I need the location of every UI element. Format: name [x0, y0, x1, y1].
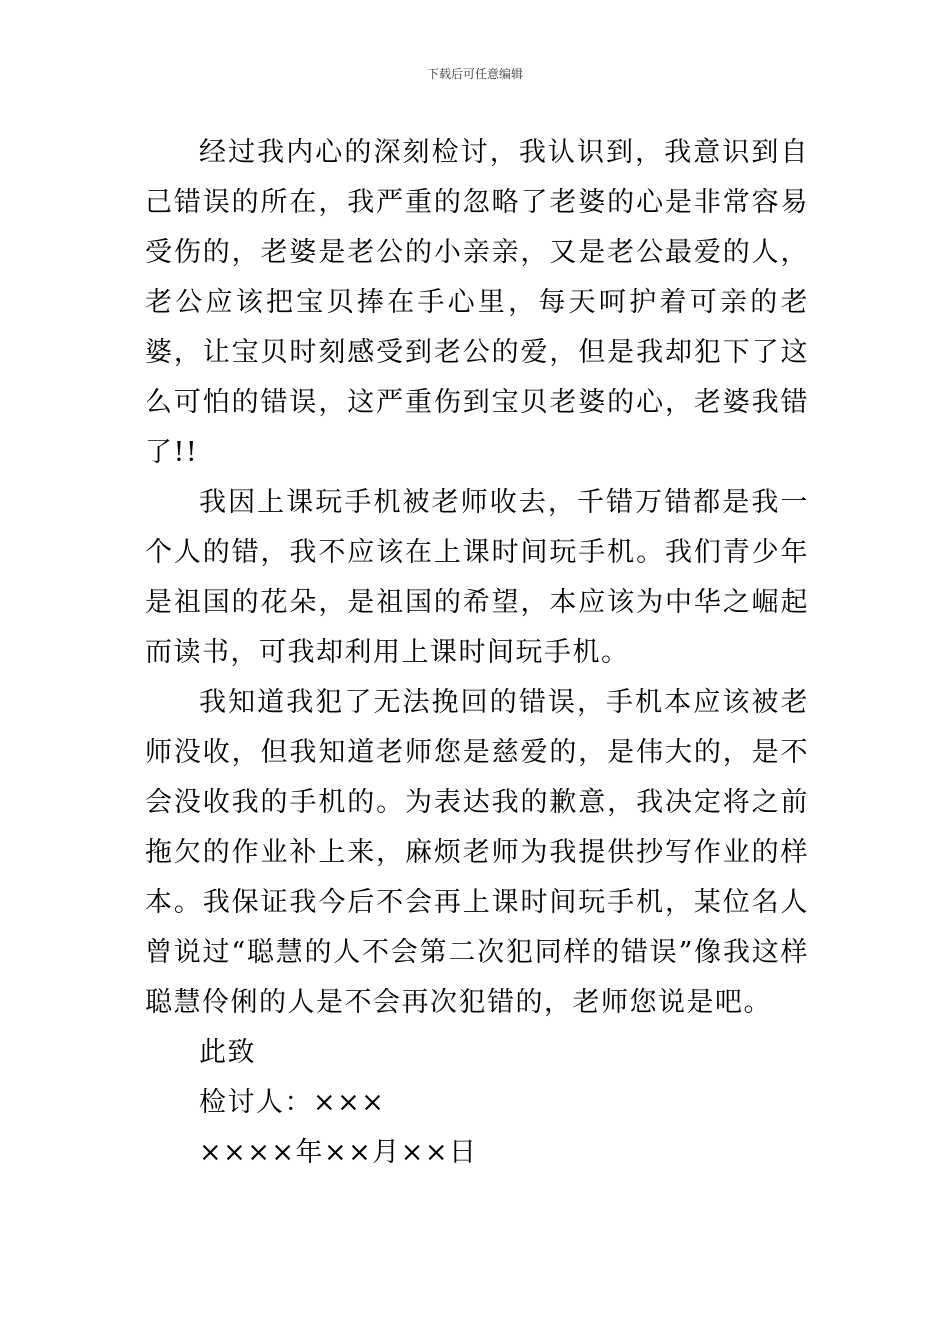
closing-date: ××××年××月××日: [199, 1137, 478, 1168]
paragraph-1: 经过我内心的深刻检讨，我认识到，我意识到自己错误的所在，我严重的忽略了老婆的心是非常容易受伤的，老婆是老公的小亲亲，又是老公最爱的人，老公应该把宝贝捧在手心里，每天呵护着可亲的老婆，让宝贝时刻感受到老公的爱，但是我却犯下了这么可怕的错误，这严重伤到宝贝老婆的心，老婆我错了!!: [145, 137, 809, 468]
document-body: [145, 128, 809, 1178]
paragraph-3: 我知道我犯了无法挽回的错误，手机本应该被老师没收，但我知道老师您是慈爱的，是伟大的，是不会没收我的手机的。为表达我的歉意，我决定将之前拖欠的作业补上来，麻烦老师为我提供抄写作业的样本。我保证我今后不会再上课时间玩手机，某位名人曾说过“聪慧的人不会第二次犯同样的错误”像我这样聪慧伶俐的人是不会再次犯错的，老师您说是吧。: [145, 687, 809, 1018]
closing-signature: 检讨人：×××: [199, 1087, 386, 1118]
page-header: 下载后可任意编辑: [426, 67, 523, 81]
closing-salutation: 此致: [199, 1037, 256, 1068]
paragraph-2: 我因上课玩手机被老师收去，千错万错都是我一个人的错，我不应该在上课时间玩手机。我们青少年是祖国的花朵，是祖国的希望，本应该为中华之崛起而读书，可我却利用上课时间玩手机。: [145, 487, 809, 668]
